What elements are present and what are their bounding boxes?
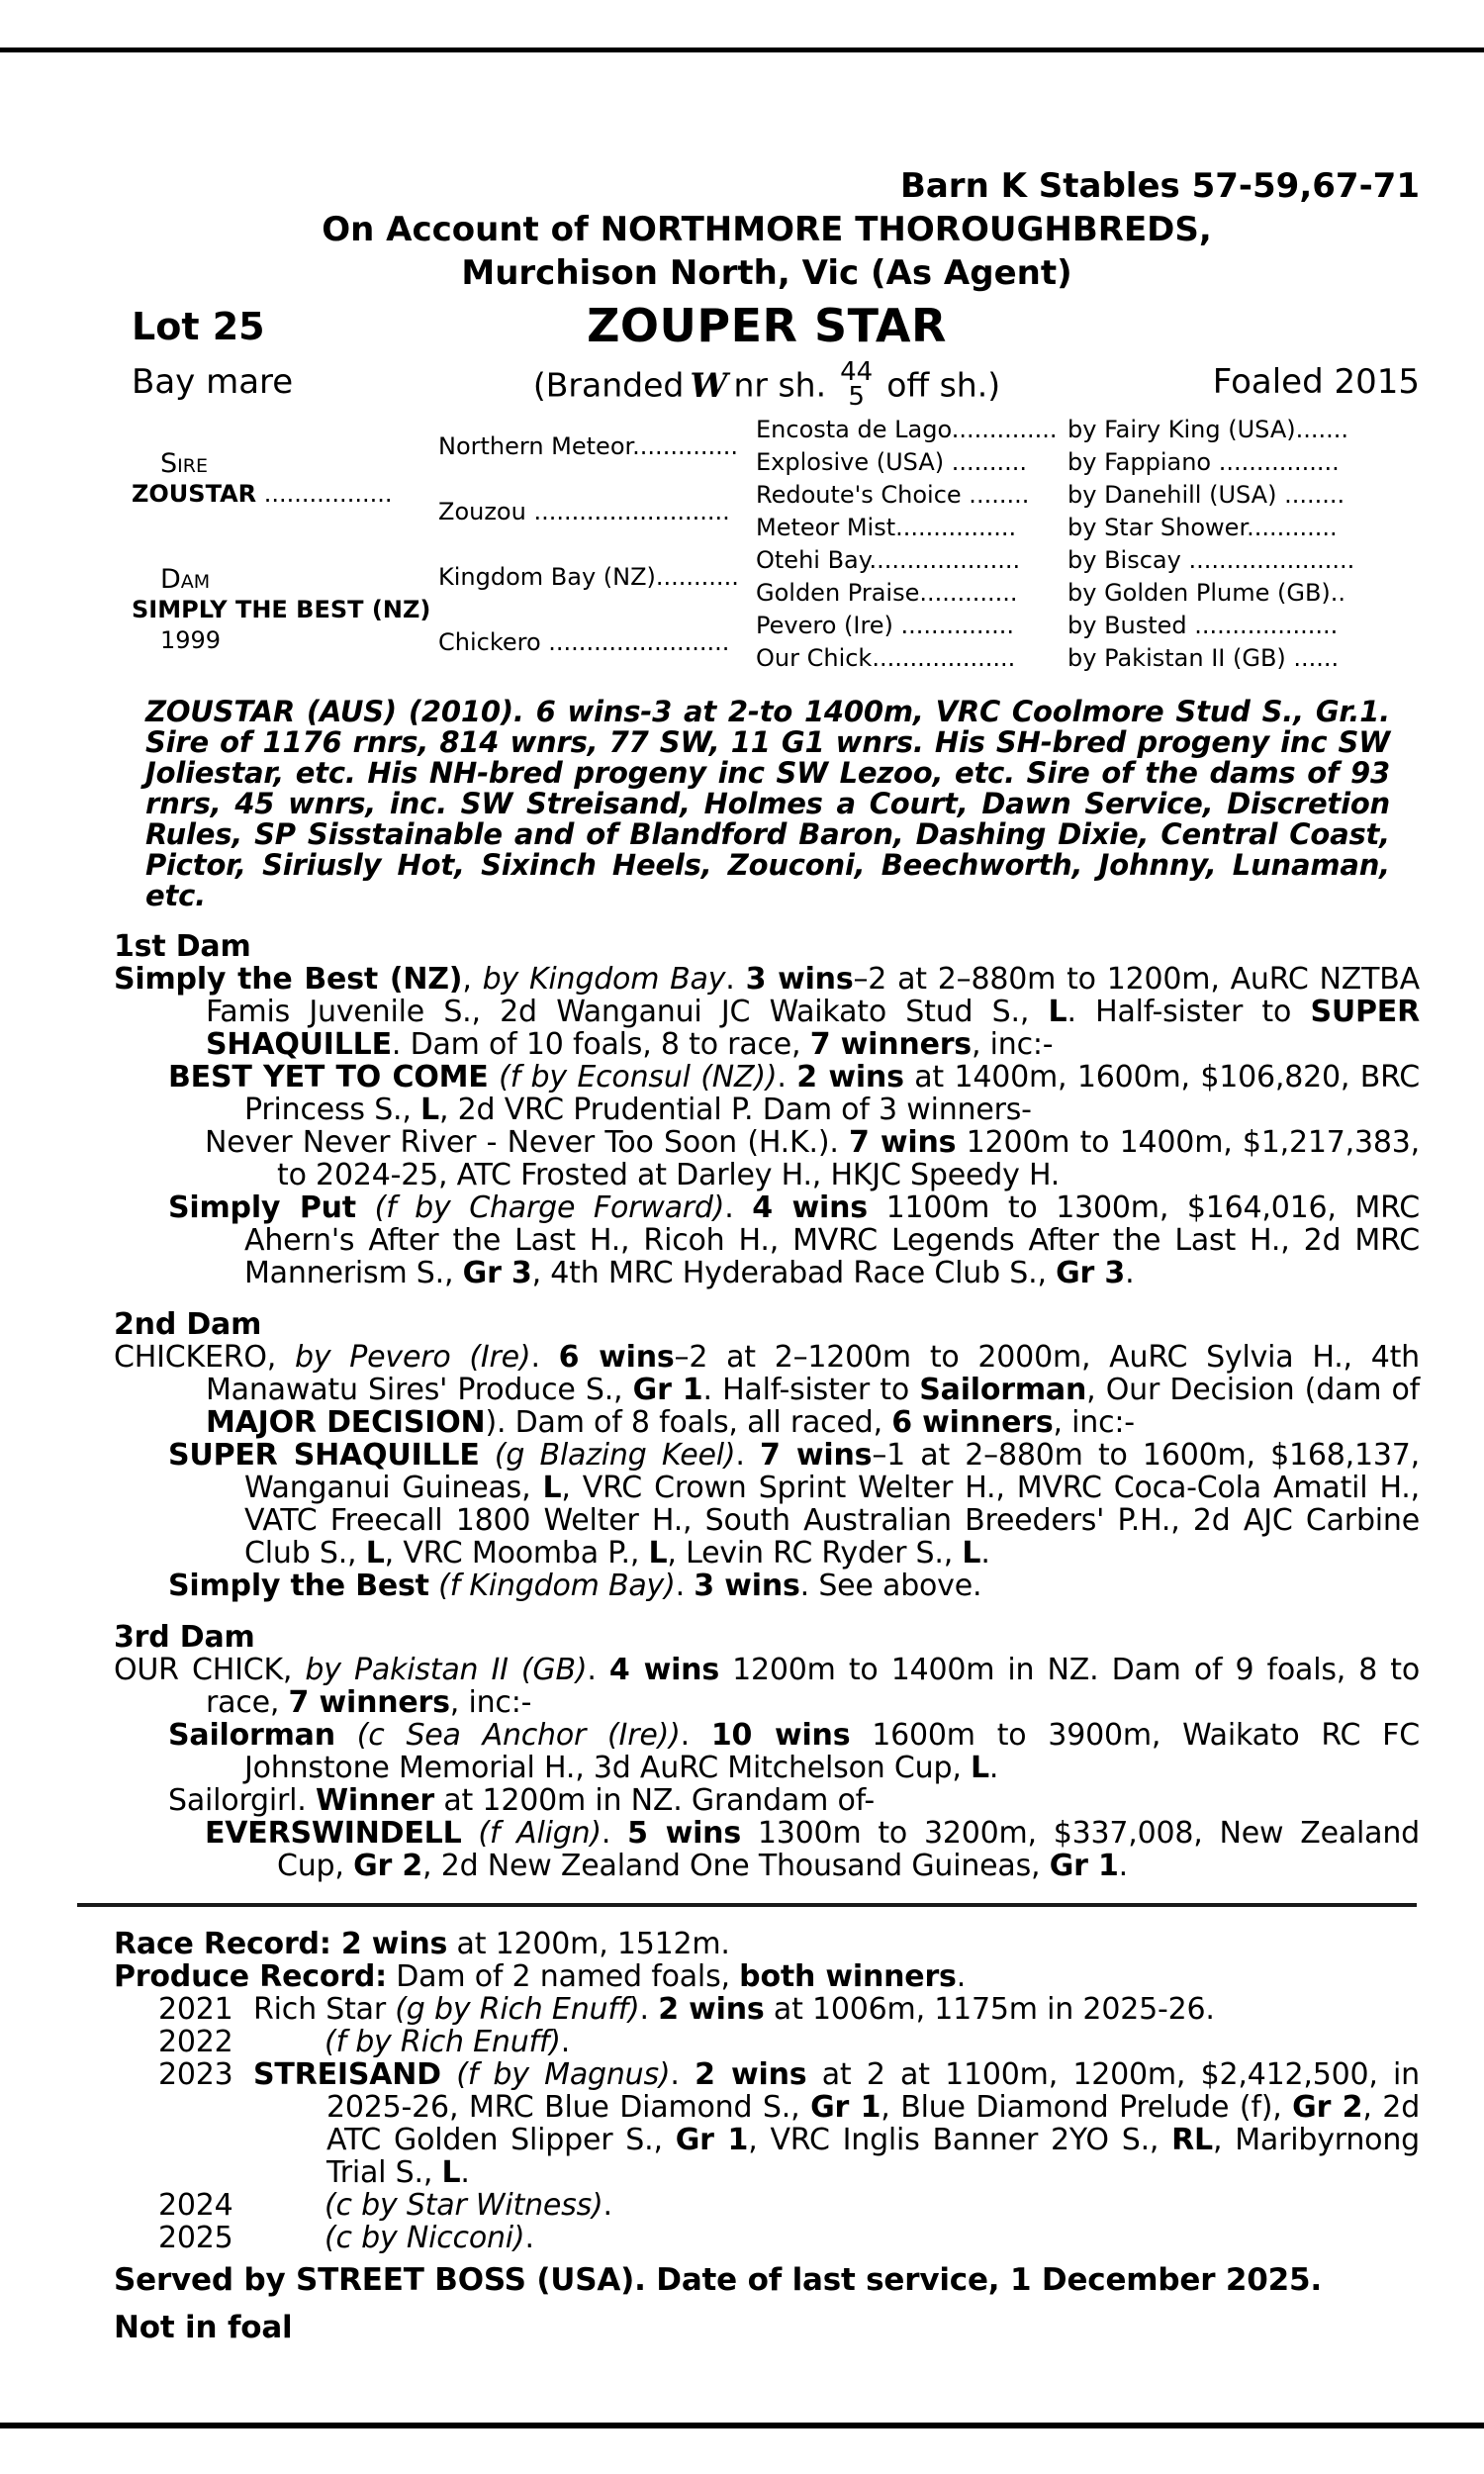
brand-number-top: 44	[840, 357, 874, 387]
progeny-paragraph: Sailorgirl. Winner at 1200m in NZ. Grandam of-	[168, 1783, 875, 1818]
progeny-paragraph: BEST YET TO COME (f by Econsul (NZ)). 2 wins at 1400m, 1600m, $106,820, BRC Princess S., L, 2d VRC Prudential P. Dam of 3 winners-	[168, 1060, 1420, 1127]
dam-name: SIMPLY THE BEST (NZ)	[132, 595, 431, 623]
brand-number-bottom: 5	[848, 382, 865, 412]
produce-year: 2025	[158, 2221, 233, 2255]
barn-stable-line: Barn K Stables 57-59,67-71	[899, 166, 1420, 206]
produce-row: 2023 STREISAND (f by Magnus). 2 wins at 2 at 1100m, 1200m, $2,412,500, in 2025-26, MRC Blue Diamond S., Gr 1, Blue Diamond Prelude (f), Gr 2, 2d ATC Golden Slipper S., Gr 1, VRC Inglis Banner 2YO S., RL, Maribyrnong Trial S., L.	[158, 2057, 1421, 2190]
dam-section-heading-3: 3rd Dam	[114, 1620, 255, 1655]
pedigree-table	[114, 414, 1420, 675]
pedigree-cell-by: by Golden Plume (GB)..	[1067, 579, 1346, 607]
produce-row: 2024 (c by Star Witness).	[158, 2188, 612, 2223]
lot-title-row	[114, 297, 1420, 354]
produce-row: 2025 (c by Nicconi).	[158, 2221, 534, 2255]
brand-off-shoulder: off sh.)	[886, 365, 1001, 405]
pedigree-cell-by: by Star Shower............	[1067, 514, 1338, 541]
progeny-paragraph: Simply Put (f by Charge Forward). 4 wins 1100m to 1300m, $164,016, MRC Ahern's After the Last H., Ricoh H., MVRC Legends After the Last H., 2d MRC Mannerism S., Gr 3, 4th MRC Hyderabad Race Club S., Gr 3.	[168, 1190, 1420, 1290]
dam-block	[114, 544, 438, 675]
produce-year: 2023	[158, 2057, 233, 2092]
pedigree-cell-by: by Danehill (USA) ........	[1067, 481, 1345, 509]
grand-progeny-paragraph: EVERSWINDELL (f Align). 5 wins 1300m to 3200m, $337,008, New Zealand Cup, Gr 2, 2d New Zealand One Thousand Guineas, Gr 1.	[205, 1816, 1420, 1883]
section-divider	[77, 1903, 1417, 1907]
description-row	[114, 356, 1420, 412]
dam-section-heading-2: 2nd Dam	[114, 1307, 262, 1342]
brand-near-shoulder: nr sh.	[733, 365, 827, 405]
leader-dots: .................	[256, 480, 393, 508]
produce-row: 2021 Rich Star (g by Rich Enuff). 2 wins at 1006m, 1175m in 2025-26.	[158, 1992, 1215, 2027]
dam-label: Dam	[160, 563, 211, 595]
sire-name: ZOUSTAR	[132, 480, 257, 508]
produce-year: 2021	[158, 1992, 233, 2027]
pedigree-cell-grandsire-2: Kingdom Bay (NZ)...........	[438, 562, 739, 591]
color-sex: Bay mare	[132, 362, 294, 402]
sire-label: Sire	[160, 448, 208, 479]
foaled-year: Foaled 2015	[1212, 362, 1420, 402]
progeny-paragraph: SUPER SHAQUILLE (g Blazing Keel). 7 wins–1 at 2–880m to 1600m, $168,137, Wanganui Guineas, L, VRC Crown Sprint Welter H., MVRC Coca-Cola Amatil H., VATC Freecall 1800 Welter H., South Australian Breeders' P.H., 2d AJC Carbine Club S., L, VRC Moomba P., L, Levin RC Ryder S., L.	[168, 1438, 1420, 1570]
third-dam-paragraph: OUR CHICK, by Pakistan II (GB). 4 wins 1200m to 1400m in NZ. Dam of 9 foals, 8 to race, 7 winners, inc:-	[114, 1653, 1420, 1720]
sire-name-line	[114, 479, 438, 510]
brand-prefix: (Branded	[532, 365, 685, 405]
pedigree-cell: Encosta de Lago..............	[756, 416, 1058, 443]
pedigree-cell: Meteor Mist................	[756, 514, 1017, 541]
progeny-paragraph: Sailorman (c Sea Anchor (Ire)). 10 wins 1600m to 3900m, Waikato RC FC Johnstone Memorial H., 3d AuRC Mitchelson Cup, L.	[168, 1718, 1420, 1785]
pedigree-cell-by: by Fappiano ................	[1067, 448, 1340, 476]
pedigree-cell: Redoute's Choice ........	[756, 481, 1030, 509]
pedigree-cell-granddam-1: Zouzou ..........................	[438, 497, 730, 525]
sire-block	[114, 414, 438, 544]
dam-section-heading-1: 1st Dam	[114, 929, 251, 964]
grand-progeny-paragraph: Never Never River - Never Too Soon (H.K.). 7 wins 1200m to 1400m, $1,217,383, to 2024-25, ATC Frosted at Darley H., HKJC Speedy H.	[205, 1125, 1420, 1192]
consignor-line-1: On Account of NORTHMORE THOROUGHBREDS,	[322, 210, 1212, 249]
horse-name: ZOUPER STAR	[587, 299, 947, 352]
pedigree-cell: Our Chick...................	[756, 644, 1016, 672]
consignor-line-2: Murchison North, Vic (As Agent)	[461, 253, 1072, 293]
pedigree-cell-by: by Pakistan II (GB) ......	[1067, 644, 1340, 672]
pedigree-cell-by: by Biscay ......................	[1067, 546, 1355, 574]
page-content	[114, 164, 1420, 2344]
pedigree-cell-by: by Busted ...................	[1067, 612, 1339, 639]
brand-number-fraction	[840, 357, 874, 412]
produce-year: 2022	[158, 2025, 233, 2059]
bottom-border-rule	[0, 2423, 1484, 2428]
brand-mark-icon: W	[690, 365, 728, 406]
pedigree-cell: Otehi Bay....................	[756, 546, 1021, 574]
produce-record-line: Produce Record: Dam of 2 named foals, both winners.	[114, 1959, 967, 1994]
foal-status-line: Not in foal	[114, 2310, 293, 2345]
first-dam-paragraph: Simply the Best (NZ), by Kingdom Bay. 3 wins–2 at 2–880m to 1200m, AuRC NZTBA Famis Juvenile S., 2d Wanganui JC Waikato Stud S., L. Half-sister to SUPER SHAQUILLE. Dam of 10 foals, 8 to race, 7 winners, inc:-	[114, 962, 1420, 1062]
produce-row: 2022 (f by Rich Enuff).	[158, 2025, 571, 2059]
lot-number: Lot 25	[132, 305, 265, 348]
produce-year: 2024	[158, 2188, 233, 2223]
pedigree-cell: Golden Praise.............	[756, 579, 1018, 607]
top-border-rule	[0, 48, 1484, 52]
pedigree-cell: Explosive (USA) ..........	[756, 448, 1028, 476]
pedigree-cell-by: by Fairy King (USA).......	[1067, 416, 1349, 443]
dam-foaling-year: 1999	[160, 625, 222, 654]
pedigree-cell-grandsire-1: Northern Meteor..............	[438, 431, 738, 460]
pedigree-cell-granddam-2: Chickero ........................	[438, 627, 730, 656]
progeny-paragraph: Simply the Best (f Kingdom Bay). 3 wins. See above.	[168, 1569, 982, 1603]
race-record-line: Race Record: 2 wins at 1200m, 1512m.	[114, 1927, 730, 1961]
pedigree-text-body	[114, 930, 1420, 2344]
pedigree-cell: Pevero (Ire) ...............	[756, 612, 1014, 639]
stallion-service-line: Served by STREET BOSS (USA). Date of last service, 1 December 2025.	[114, 2262, 1322, 2298]
sire-blurb: ZOUSTAR (AUS) (2010). 6 wins-3 at 2-to 1400m, VRC Coolmore Stud S., Gr.1. Sire of 1176 rnrs, 814 wnrs, 77 SW, 11 G1 wnrs. His SH-bred progeny inc SW Joliestar, etc. His NH-bred progeny inc SW Lezoo, etc. Sire of the dams of 93 rnrs, 45 wnrs, inc. SW Streisand, Holmes a Court, Dawn Service, Discretion Rules, SP Sisstainable and of Blandford Baron, Dashing Dixie, Central Coast, Pictor, Siriusly Hot, Sixinch Heels, Zouconi, Beechworth, Johnny, Lunaman, etc.	[145, 695, 1390, 912]
second-dam-paragraph: CHICKERO, by Pevero (Ire). 6 wins–2 at 2–1200m to 2000m, AuRC Sylvia H., 4th Manawatu Sires' Produce S., Gr 1. Half-sister to Sailorman, Our Decision (dam of MAJOR DECISION). Dam of 8 foals, all raced, 6 winners, inc:-	[114, 1340, 1420, 1440]
